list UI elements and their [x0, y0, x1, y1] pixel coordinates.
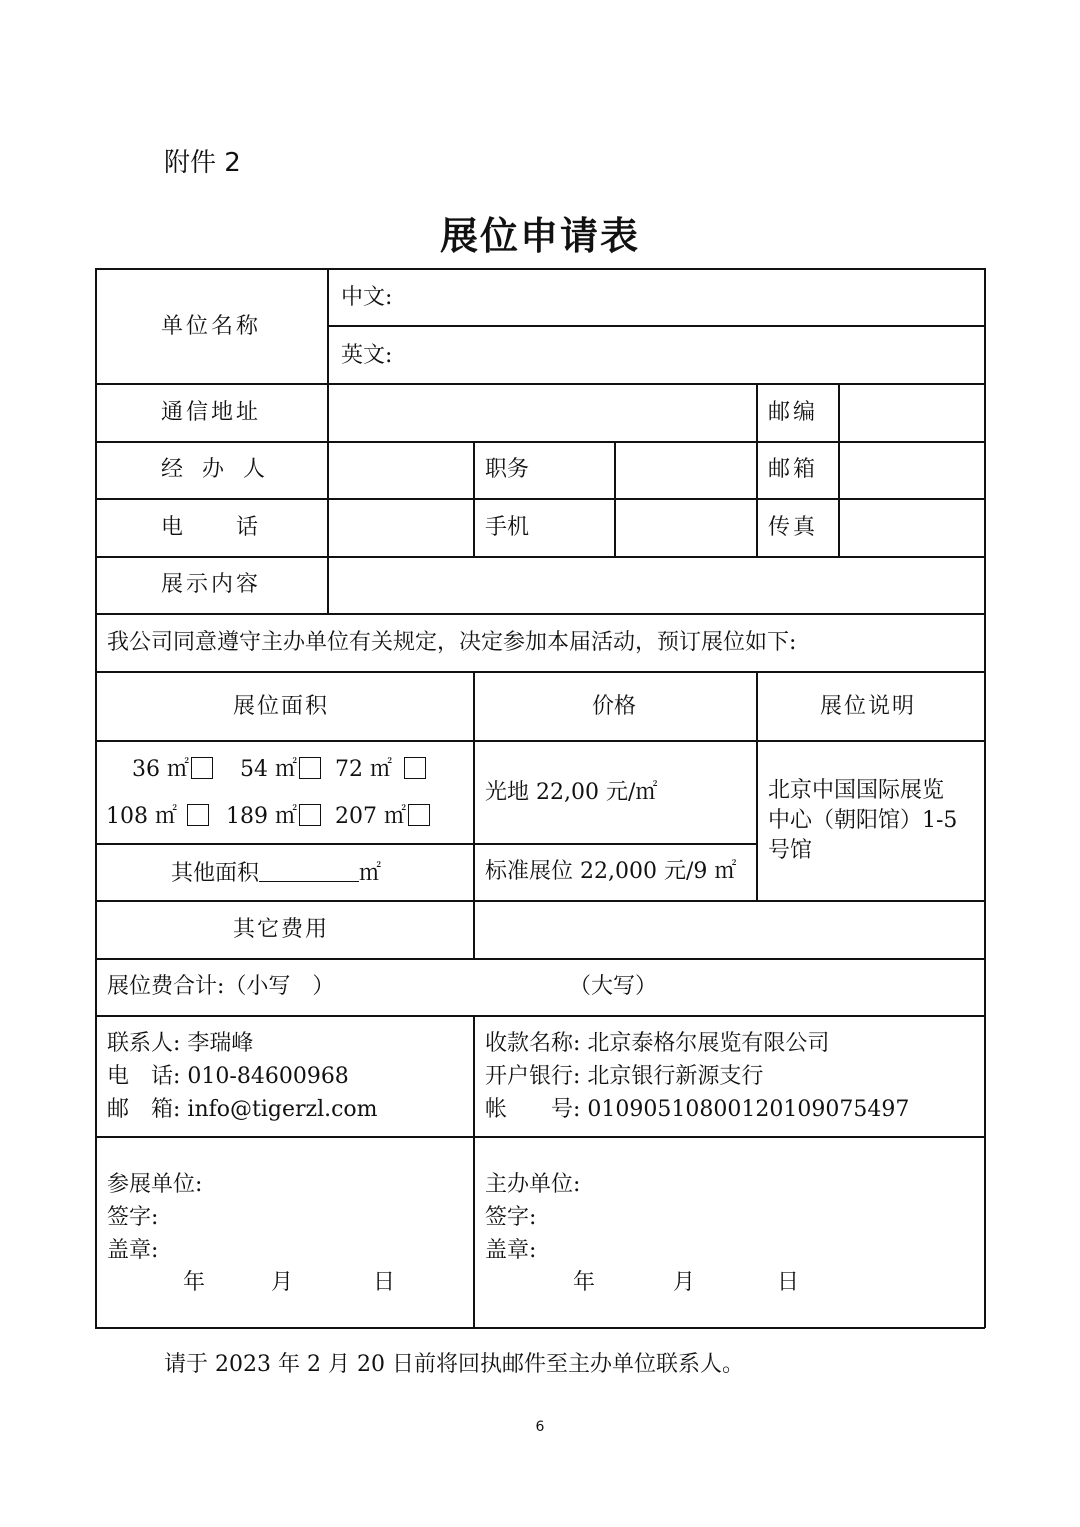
exhibitor-month: 月 — [271, 1270, 294, 1295]
price-header: 价格 — [592, 694, 637, 719]
rule — [756, 383, 758, 556]
handler-label: 经 办 人 — [161, 457, 271, 482]
organizer-unit-label: 主办单位: — [485, 1172, 581, 1197]
payee-bank: 开户银行: 北京银行新源支行 — [485, 1064, 764, 1089]
size-72-option[interactable]: 72 ㎡ — [335, 757, 426, 781]
english-name-field[interactable]: 英文: — [341, 343, 393, 368]
rule — [95, 1015, 985, 1017]
attachment-label: 附件 2 — [164, 148, 241, 178]
exhibitor-unit-label: 参展单位: — [107, 1172, 203, 1197]
rule — [756, 671, 758, 900]
page-number: 6 — [535, 1419, 545, 1435]
mobile-label: 手机 — [485, 515, 530, 540]
chinese-name-field[interactable]: 中文: — [341, 285, 393, 310]
organizer-month: 月 — [673, 1270, 696, 1295]
position-label: 职务 — [485, 457, 530, 482]
address-label: 通信地址 — [161, 400, 262, 425]
rule — [95, 441, 985, 443]
exhibitor-day: 日 — [373, 1270, 396, 1295]
form-title: 展位申请表 — [439, 214, 640, 258]
size-189-option[interactable]: 189 ㎡ — [226, 804, 321, 828]
rule — [327, 268, 329, 613]
standard-booth-price: 标准展位 22,000 元/9 ㎡ — [485, 859, 737, 884]
fax-label: 传真 — [768, 515, 819, 540]
booth-area-header: 展位面积 — [233, 694, 330, 719]
contact-person: 联系人: 李瑞峰 — [107, 1031, 254, 1056]
payee-account: 帐 号: 01090510800120109075497 — [485, 1097, 910, 1122]
rule — [473, 1015, 475, 1328]
exhibitor-year: 年 — [183, 1270, 206, 1295]
contact-phone: 电 话: 010-84600968 — [107, 1064, 349, 1089]
checkbox[interactable] — [187, 804, 209, 826]
other-area-blank[interactable] — [259, 861, 359, 882]
organizer-day: 日 — [777, 1270, 800, 1295]
email-label: 邮箱 — [768, 457, 819, 482]
booth-application-form — [95, 268, 985, 1328]
submission-note: 请于 2023 年 2 月 20 日前将回执邮件至主办单位联系人。 — [164, 1352, 744, 1377]
rule — [473, 441, 475, 556]
rule — [95, 843, 757, 845]
booth-location-line3: 号馆 — [768, 838, 813, 863]
rule — [95, 268, 97, 1328]
unit-name-label: 单位名称 — [161, 314, 262, 339]
exhibit-content-label: 展示内容 — [161, 572, 262, 597]
checkbox[interactable] — [299, 804, 321, 826]
size-54-option[interactable]: 54 ㎡ — [240, 757, 321, 781]
booth-desc-header: 展位说明 — [820, 694, 917, 719]
payee-name: 收款名称: 北京泰格尔展览有限公司 — [485, 1031, 830, 1056]
size-36-option[interactable]: 36 ㎡ — [132, 757, 213, 781]
rule — [614, 441, 616, 556]
rule — [95, 740, 985, 742]
phone-label: 电 话 — [161, 515, 262, 540]
rule — [95, 556, 985, 558]
checkbox[interactable] — [191, 757, 213, 779]
rule — [95, 383, 985, 385]
rule — [95, 498, 985, 500]
size-108-option[interactable]: 108 ㎡ — [106, 804, 209, 828]
checkbox[interactable] — [404, 757, 426, 779]
rule — [95, 958, 985, 960]
rule — [984, 268, 986, 1328]
rule — [95, 900, 985, 902]
rule — [95, 268, 985, 270]
rule — [95, 613, 985, 615]
rule — [95, 1327, 985, 1329]
organizer-year: 年 — [573, 1270, 596, 1295]
other-area-field[interactable]: 其他面积 ㎡ — [171, 861, 382, 886]
booth-location-line2: 中心（朝阳馆）1-5 — [768, 808, 958, 833]
size-207-option[interactable]: 207 ㎡ — [335, 804, 430, 828]
checkbox[interactable] — [408, 804, 430, 826]
contact-email: 邮 箱: info@tigerzl.com — [107, 1097, 378, 1122]
exhibitor-seal-label: 盖章: — [107, 1238, 159, 1263]
other-fees-label: 其它费用 — [233, 917, 330, 942]
checkbox[interactable] — [299, 757, 321, 779]
agreement-text: 我公司同意遵守主办单位有关规定，决定参加本届活动，预订展位如下: — [107, 630, 797, 655]
total-uppercase-field[interactable]: （大写） — [569, 974, 658, 999]
rule — [838, 383, 840, 556]
rule — [95, 671, 985, 673]
booth-location-line1: 北京中国国际展览 — [768, 778, 945, 803]
organizer-seal-label: 盖章: — [485, 1238, 537, 1263]
rule — [473, 671, 475, 958]
rule — [328, 325, 985, 327]
total-lowercase-field[interactable]: 展位费合计:（小写 ） — [107, 974, 335, 999]
postcode-label: 邮编 — [768, 400, 819, 425]
exhibitor-sign-label: 签字: — [107, 1205, 159, 1230]
raw-space-price: 光地 22,00 元/㎡ — [485, 780, 658, 805]
organizer-sign-label: 签字: — [485, 1205, 537, 1230]
rule — [95, 1136, 985, 1138]
